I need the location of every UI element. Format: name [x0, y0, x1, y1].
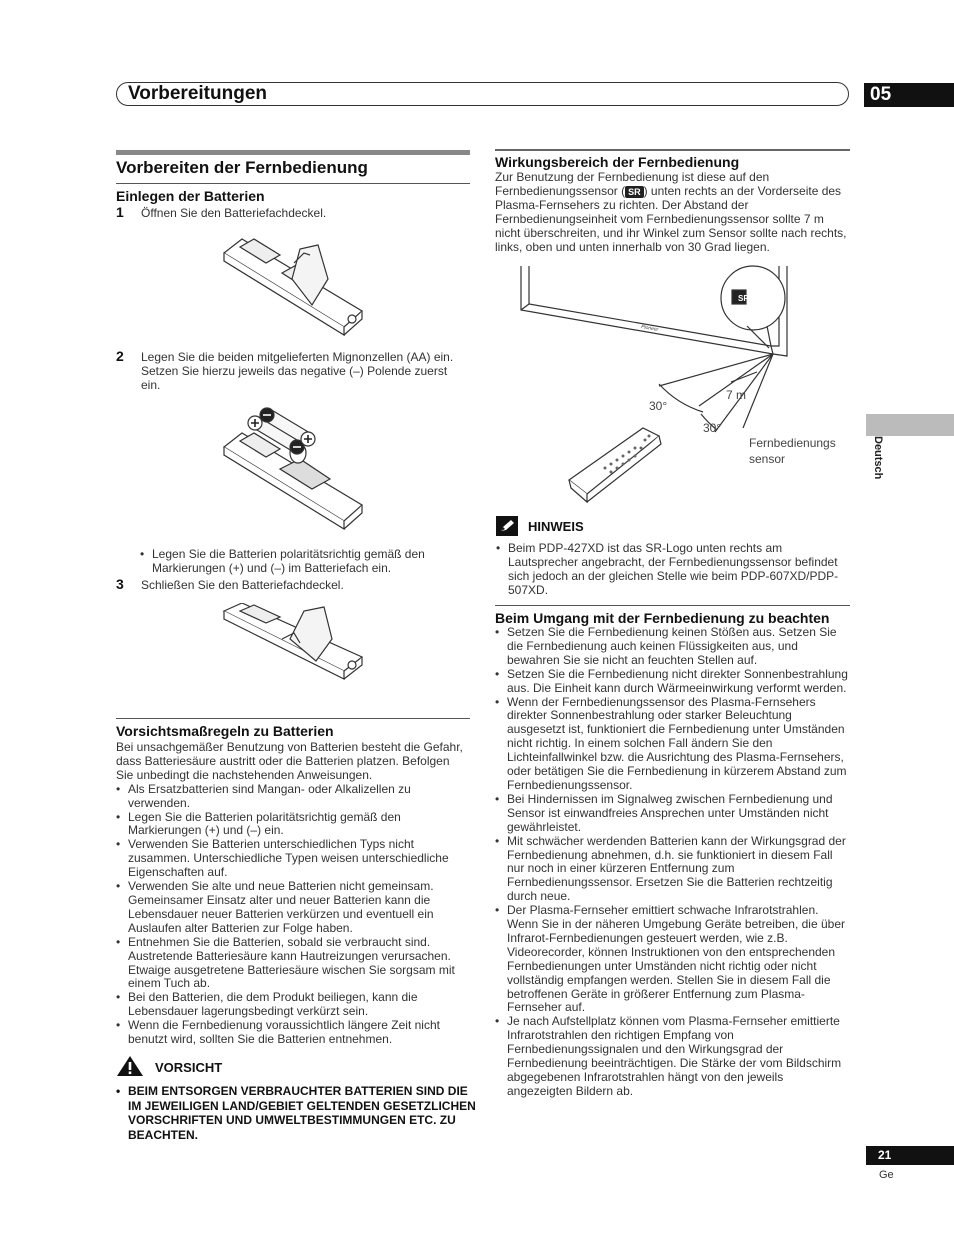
rule [116, 183, 470, 184]
list-item: • Der Plasma-Fernseher emittiert schwache Infrarotstrahlen. Wenn Sie in der näheren Umgebung Geräte betreiben, die über Infrarot-Fernbedienungen gesteuert werden, wie z.B. Videorecorder, können Instruktionen von den entsprechenden Fernbedienungen unter Umständen nicht richtig oder nicht vollständig empfangen werden. Stellen Sie in diesem Fall die betroffenen Geräte in größerer Entfernung zum Plasma-Fernseher auf. [495, 904, 850, 1015]
caution-section [116, 1084, 476, 1142]
section-rule [116, 150, 470, 155]
note-section [496, 542, 850, 598]
step-number: 2 [116, 348, 124, 364]
sensor-label-line-2: sensor [749, 452, 786, 466]
subsection-title-precautions: Vorsichtsmaßregeln zu Batterien [116, 723, 334, 739]
list-item: • Als Ersatzbatterien sind Mangan- oder Alkalizellen zu verwenden. [116, 783, 470, 811]
subsection-title-batteries: Einlegen der Batterien [116, 188, 265, 204]
range-text-part: ) unten rechts an der Vorderseite des Plasma-Fernsehers zu richten. Der Abstand der Fernbedienungseinheit vom Fernbedienungssensor sollte 7 m nicht überschreiten, und ihr Winkel zum Sensor sollte nach rechts, links, oben und unten innerhalb von 30 Grad liegen. [495, 183, 847, 254]
list-item: • Mit schwächer werdenden Batterien kann der Wirkungsgrad der Fernbedienung abnehmen, d.h. sie funktioniert in diesem Fall nur noch in einer kürzeren Entfernung zum Fernbedienungssensor. Ersetzen Sie die Batterien rechtzeitig durch neue. [495, 835, 850, 905]
rule [116, 718, 470, 719]
angle-label-2: 30° [703, 421, 722, 435]
list-item: • Je nach Aufstellplatz können vom Plasma-Fernseher emittierte Infrarotstrahlen den richtigen Empfang von Fernbedienungssignalen und den Wirkungsgrad der Fernbedienung beeinträchtigen. Die Stärke der vom Bildschirm abgegebenen Infrarotstrahlen hängt von den jeweils angezeigten Bildern ab. [495, 1015, 850, 1098]
remote-open-cover-illustration [220, 233, 366, 341]
brand-label: Pioneer [640, 324, 659, 333]
list-item: • BEIM ENTSORGEN VERBRAUCHTER BATTERIEN SIND DIE IM JEWEILIGEN LAND/GEBIET GELTENDEN GESETZLICHEN VORSCHRIFTEN UND UMWELTBESTIMMUNGEN ETC. ZU BEACHTEN. [116, 1084, 476, 1142]
page-title: Vorbereitungen [128, 83, 267, 104]
range-text [495, 171, 850, 254]
step-text: Schließen Sie den Batteriefachdeckel. [141, 578, 344, 592]
sr-logo-icon: SR [625, 186, 644, 198]
note-list [496, 542, 850, 598]
subsection-title-range: Wirkungsbereich der Fernbedienung [495, 154, 740, 170]
caution-label: VORSICHT [155, 1060, 223, 1075]
list-item: • Legen Sie die Batterien polaritätsrichtig gemäß den Markierungen (+) und (–) ein. [116, 811, 470, 839]
precautions-list [116, 783, 470, 1047]
page-number: 21 [866, 1146, 954, 1165]
angle-label-1: 30° [649, 399, 668, 413]
list-item: • Setzen Sie die Fernbedienung nicht direkter Sonnenbestrahlung aus. Die Einheit kann durch Wärmeeinwirkung verformt werden. [495, 668, 850, 696]
chapter-number: 05 [864, 83, 954, 107]
distance-label: 7 m [726, 388, 747, 402]
list-item: • Setzen Sie die Fernbedienung keinen Stößen aus. Setzen Sie die Fernbedienung auch keinen Flüssigkeiten aus, und bewahren Sie sie nicht an feuchten Stellen auf. [495, 626, 850, 668]
list-item: • Bei Hindernissen im Signalweg zwischen Fernbedienung und Sensor ist einwandfreies Ansprechen unter Umständen nicht gewährleistet. [495, 793, 850, 835]
note-pencil-icon [496, 516, 518, 536]
list-item: • Verwenden Sie alte und neue Batterien nicht gemeinsam. Gemeinsamer Einsatz alter und neuer Batterien kann die Lebensdauer neuer Batterien verkürzen und eventuell ein Auslaufen alter Batterien zur Folge haben. [116, 880, 470, 936]
step-text: Öffnen Sie den Batteriefachdeckel. [141, 206, 327, 220]
handling-section [495, 605, 850, 1099]
step-2-note [140, 548, 470, 576]
section-title: Vorbereiten der Fernbedienung [116, 158, 368, 177]
list-item: • Entnehmen Sie die Batterien, sobald sie verbraucht sind. Austretende Batteriesäure kann Hautreizungen verursachen. Etwaige ausgetretene Batteriesäure wischen Sie sorgsam mit einem Tuch ab. [116, 936, 470, 992]
language-code: Ge [879, 1169, 894, 1181]
list-item: • Legen Sie die Batterien polaritätsrichtig gemäß den Markierungen (+) und (–) im Batteriefach ein. [140, 548, 470, 576]
language-label: Deutsch [872, 436, 884, 480]
step-number: 3 [116, 576, 124, 592]
remote-range-diagram [515, 262, 845, 508]
sensor-logo-label: SR [738, 294, 750, 303]
range-text-part: Zur Benutzung der Fernbedienung ist diese auf den Fernbedienungssensor ( [495, 170, 770, 198]
caution-list [116, 1084, 476, 1142]
list-item: • Verwenden Sie Batterien unterschiedlichen Typs nicht zusammen. Unterschiedliche Typen weisen unterschiedliche Eigenschaften auf. [116, 838, 470, 880]
subsection-title-handling: Beim Umgang mit der Fernbedienung zu beachten [495, 610, 830, 626]
list-item: • Bei den Batterien, die dem Produkt beiliegen, kann die Lebensdauer lagerungsbedingt verkürzt sein. [116, 991, 470, 1019]
remote-close-cover-illustration [220, 603, 366, 681]
right-column [495, 149, 850, 254]
language-tab [866, 414, 954, 436]
step-number: 1 [116, 204, 124, 220]
note-label: HINWEIS [528, 519, 584, 534]
left-column [116, 150, 470, 220]
rule [495, 149, 850, 151]
rule [495, 605, 850, 606]
list-item: • Beim PDP-427XD ist das SR-Logo unten rechts am Lautsprecher angebracht, der Fernbedienungssensor befindet sich jedoch an der gleichen Stelle wie beim PDP-607XD/PDP-507XD. [496, 542, 850, 598]
handling-list [495, 626, 850, 1099]
remote-insert-batteries-illustration [220, 405, 366, 535]
list-item: • Wenn der Fernbedienungssensor des Plasma-Fernsehers direkter Sonnenbestrahlung oder starker Beleuchtung ausgesetzt ist, funktioniert die Fernbedienung unter Umständen nicht richtig. In einem solchen Fall ändern Sie den Lichteinfallwinkel bzw. die Ausrichtung des Plasma-Fernsehers, oder betätigen Sie die Fernbedienung in kürzerem Abstand zum Fernbedienungssensor. [495, 696, 850, 793]
list-item: • Wenn die Fernbedienung voraussichtlich längere Zeit nicht benutzt wird, sollten Sie die Batterien entnehmen. [116, 1019, 470, 1047]
precautions-intro: Bei unsachgemäßer Benutzung von Batterien besteht die Gefahr, dass Batteriesäure austritt oder die Batterien platzen. Befolgen Sie unbedingt die nachstehenden Anweisungen. [116, 740, 463, 782]
sensor-label-line-1: Fernbedienungs [749, 436, 836, 450]
step-text: Legen Sie die beiden mitgelieferten Mignonzellen (AA) ein. Setzen Sie hierzu jeweils das negative (–) Polende zuerst ein. [141, 350, 454, 392]
warning-triangle-icon [116, 1055, 144, 1077]
battery-precautions-section [116, 718, 470, 1047]
step-1 [116, 204, 470, 220]
